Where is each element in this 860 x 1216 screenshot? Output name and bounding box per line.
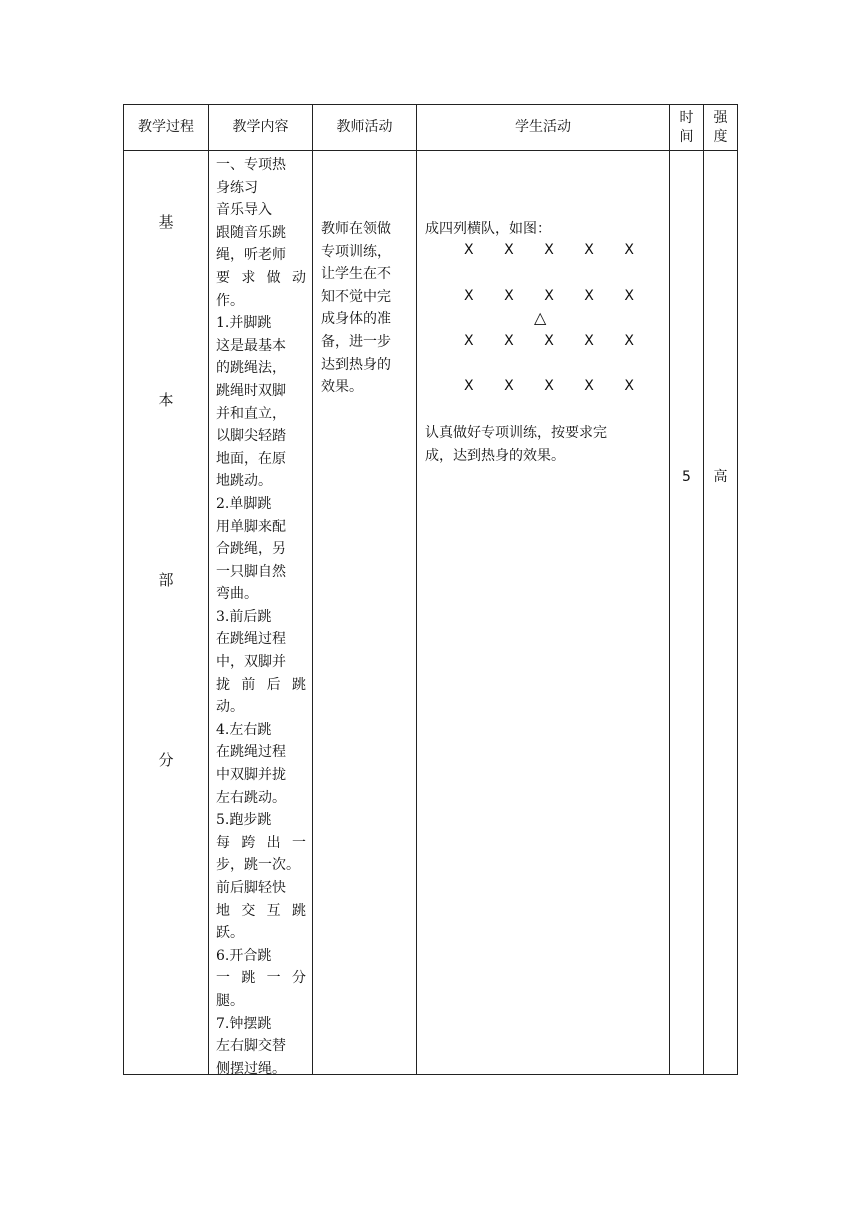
- section-char: 本: [158, 391, 174, 409]
- student-mark: X: [544, 288, 554, 304]
- text-line: 让学生在不: [321, 266, 391, 283]
- text-line: 中双脚并拢: [216, 767, 286, 784]
- student-instruction: [425, 422, 607, 467]
- text-line: 成身体的准: [321, 311, 391, 328]
- text-line: 左右脚交替: [216, 1038, 286, 1055]
- student-instruction-line: 成，达到热身的效果。: [425, 447, 565, 464]
- student-instruction-line: 认真做好专项训练，按要求完: [425, 425, 607, 441]
- text-line: 3.前后跳: [216, 608, 272, 625]
- student-mark: X: [584, 288, 594, 304]
- intensity-value: 高: [713, 469, 728, 485]
- text-line: 步，跳一次。: [216, 857, 300, 874]
- text-line: 一、专项热: [216, 157, 286, 173]
- student-mark: X: [624, 378, 634, 394]
- text-line: 6.开合跳: [216, 947, 272, 964]
- text-line: 身练习: [216, 179, 258, 196]
- text-line: 1.并脚跳: [216, 315, 272, 332]
- teacher-position-mark: △: [534, 308, 547, 327]
- header-teacher: 教师活动: [336, 119, 393, 135]
- text-line: 用单脚来配: [216, 518, 286, 535]
- text-line: 拢前后跳: [216, 676, 306, 693]
- text-line: 跳绳时双脚: [216, 382, 286, 399]
- text-line: 腿。: [216, 992, 244, 1009]
- header-intensity-char: 度: [713, 128, 728, 145]
- text-line: 在跳绳过程: [216, 744, 286, 761]
- text-line: 侧摆过绳。: [216, 1060, 286, 1077]
- student-mark: X: [544, 242, 554, 258]
- student-mark: X: [504, 378, 514, 394]
- text-line: 绳，听老师: [216, 247, 286, 264]
- text-line: 在跳绳过程: [216, 631, 286, 648]
- student-mark: X: [624, 333, 634, 349]
- student-mark: X: [584, 242, 594, 258]
- time-value: 5: [682, 469, 691, 485]
- student-mark: X: [584, 378, 594, 394]
- column-divider: [208, 104, 209, 1075]
- text-line: 左右跳动。: [216, 789, 286, 806]
- text-line: 教师在领做: [321, 221, 391, 237]
- student-mark: X: [584, 333, 594, 349]
- teacher-activity: [321, 218, 409, 399]
- student-mark: X: [544, 378, 554, 394]
- text-line: 一只脚自然: [216, 563, 286, 580]
- header-content: 教学内容: [232, 119, 289, 135]
- text-line: 备，进一步: [321, 333, 391, 350]
- student-mark: X: [624, 242, 634, 258]
- text-line: 达到热身的: [321, 356, 391, 373]
- teaching-content: [216, 154, 306, 1080]
- text-line: 音乐导入: [216, 202, 272, 219]
- header-intensity: [704, 105, 737, 150]
- student-mark: X: [464, 378, 474, 394]
- text-line: 专项训练，: [321, 243, 391, 260]
- header-process: 教学过程: [138, 119, 194, 135]
- text-line: 4.左右跳: [216, 721, 272, 738]
- text-line: 跟随音乐跳: [216, 224, 286, 241]
- formation-row: [464, 242, 634, 258]
- text-line: 知不觉中完: [321, 288, 391, 305]
- text-line: 跃。: [216, 925, 244, 942]
- section-char: 基: [158, 213, 174, 231]
- formation-row: [464, 333, 634, 349]
- student-mark: X: [544, 333, 554, 349]
- text-line: 的跳绳法，: [216, 360, 286, 377]
- text-line: 一跳一分: [216, 970, 306, 987]
- header-divider: [123, 150, 738, 151]
- text-line: 每跨出一: [216, 834, 306, 851]
- text-line: 弯曲。: [216, 586, 258, 603]
- text-line: 5.跑步跳: [216, 812, 272, 829]
- section-char: 部: [158, 571, 174, 589]
- text-line: 地面，在原: [216, 450, 286, 467]
- column-divider: [703, 104, 704, 1075]
- text-line: 作。: [216, 292, 244, 309]
- text-line: 要求做动: [216, 269, 306, 286]
- student-mark: X: [504, 288, 514, 304]
- student-mark: X: [464, 288, 474, 304]
- header-intensity-char: 强: [713, 109, 728, 126]
- student-mark: X: [504, 333, 514, 349]
- text-line: 动。: [216, 699, 244, 716]
- text-line: 以脚尖轻踏: [216, 428, 286, 445]
- student-mark: X: [624, 288, 634, 304]
- header-student: 学生活动: [515, 119, 571, 135]
- student-mark: X: [504, 242, 514, 258]
- student-mark: X: [464, 333, 474, 349]
- lesson-plan-table: [123, 104, 738, 1075]
- formation-intro: 成四列横队，如图：: [425, 221, 551, 237]
- header-time-char: 时: [679, 109, 694, 126]
- header-time: [670, 105, 703, 150]
- column-divider: [312, 104, 313, 1075]
- formation-row: [464, 288, 634, 304]
- text-line: 2.单脚跳: [216, 495, 272, 512]
- student-mark: X: [464, 242, 474, 258]
- text-line: 中，双脚并: [216, 654, 286, 671]
- text-line: 前后脚轻快: [216, 880, 286, 896]
- header-time-char: 间: [679, 128, 694, 145]
- formation-row: [464, 378, 634, 394]
- column-divider: [669, 104, 670, 1075]
- column-divider: [416, 104, 417, 1075]
- table-border-right: [737, 104, 738, 1075]
- text-line: 地跳动。: [216, 473, 272, 490]
- text-line: 效果。: [321, 379, 363, 396]
- text-line: 合跳绳，另: [216, 541, 286, 558]
- text-line: 这是最基本: [216, 337, 286, 354]
- text-line: 地交互跳: [216, 902, 306, 919]
- text-line: 7.钟摆跳: [216, 1015, 272, 1032]
- section-char: 分: [158, 751, 174, 769]
- text-line: 并和直立，: [216, 405, 286, 422]
